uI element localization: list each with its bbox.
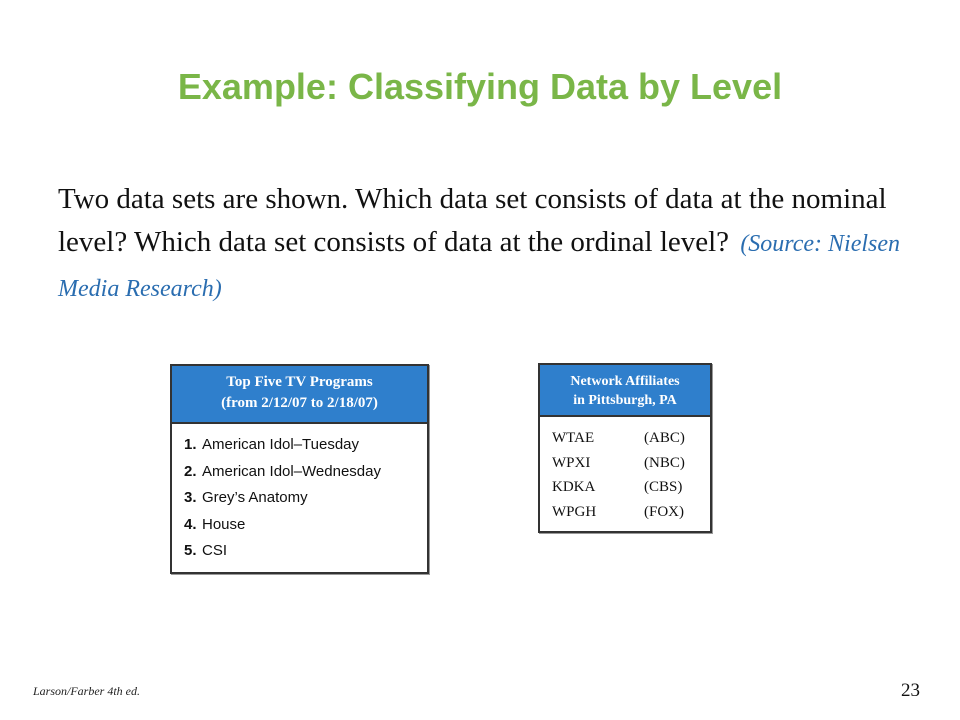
- station-call-sign: WPGH: [552, 503, 597, 520]
- list-item: [184, 485, 427, 512]
- question-text: Two data sets are shown. Which data set consists of data at the nominal level? Which data set consists of data at the ordinal level?: [58, 183, 887, 258]
- source-citation: (Source: Nielsen Media Research): [58, 231, 901, 302]
- network-name: (FOX): [644, 503, 684, 520]
- list-item: [552, 500, 710, 525]
- station-call-sign: WTAE: [552, 430, 595, 446]
- list-item: [184, 538, 427, 565]
- program-name: CSI: [202, 542, 228, 559]
- network-list: [540, 417, 710, 524]
- rank-number: 1.: [184, 436, 197, 453]
- network-table-location: in Pittsburgh, PA: [573, 393, 677, 408]
- list-item: [184, 432, 427, 459]
- list-item: [552, 451, 710, 476]
- tv-table-title: Top Five TV Programs: [226, 374, 373, 390]
- network-table-title: Network Affiliates: [570, 374, 680, 389]
- list-item: [552, 426, 710, 451]
- network-name: (ABC): [644, 430, 685, 446]
- program-name: House: [202, 515, 246, 533]
- program-name: American Idol–Tuesday: [202, 436, 360, 453]
- rank-number: 4.: [184, 515, 197, 533]
- top-tv-programs-table: [170, 364, 429, 574]
- rank-number: 5.: [184, 542, 197, 559]
- list-item: [552, 475, 710, 500]
- page-number: 23: [901, 680, 920, 701]
- tv-program-list: [172, 424, 427, 565]
- rank-number: 2.: [184, 462, 197, 480]
- footer-credit: Larson/Farber 4th ed.: [33, 684, 141, 698]
- body-paragraph: [58, 178, 908, 311]
- program-name: Grey’s Anatomy: [202, 489, 308, 506]
- network-name: (NBC): [644, 454, 685, 471]
- network-name: (CBS): [644, 479, 683, 495]
- station-call-sign: KDKA: [552, 479, 596, 495]
- list-item: [184, 459, 427, 486]
- station-call-sign: WPXI: [552, 454, 591, 471]
- tv-table-date-range: (from 2/12/07 to 2/18/07): [221, 395, 378, 411]
- slide-title: Example: Classifying Data by Level: [177, 66, 783, 107]
- program-name: American Idol–Wednesday: [202, 462, 381, 480]
- rank-number: 3.: [184, 489, 197, 506]
- network-table-header: [540, 365, 710, 417]
- network-affiliates-table: [538, 363, 712, 533]
- list-item: [184, 512, 427, 539]
- tv-table-header: [172, 366, 427, 424]
